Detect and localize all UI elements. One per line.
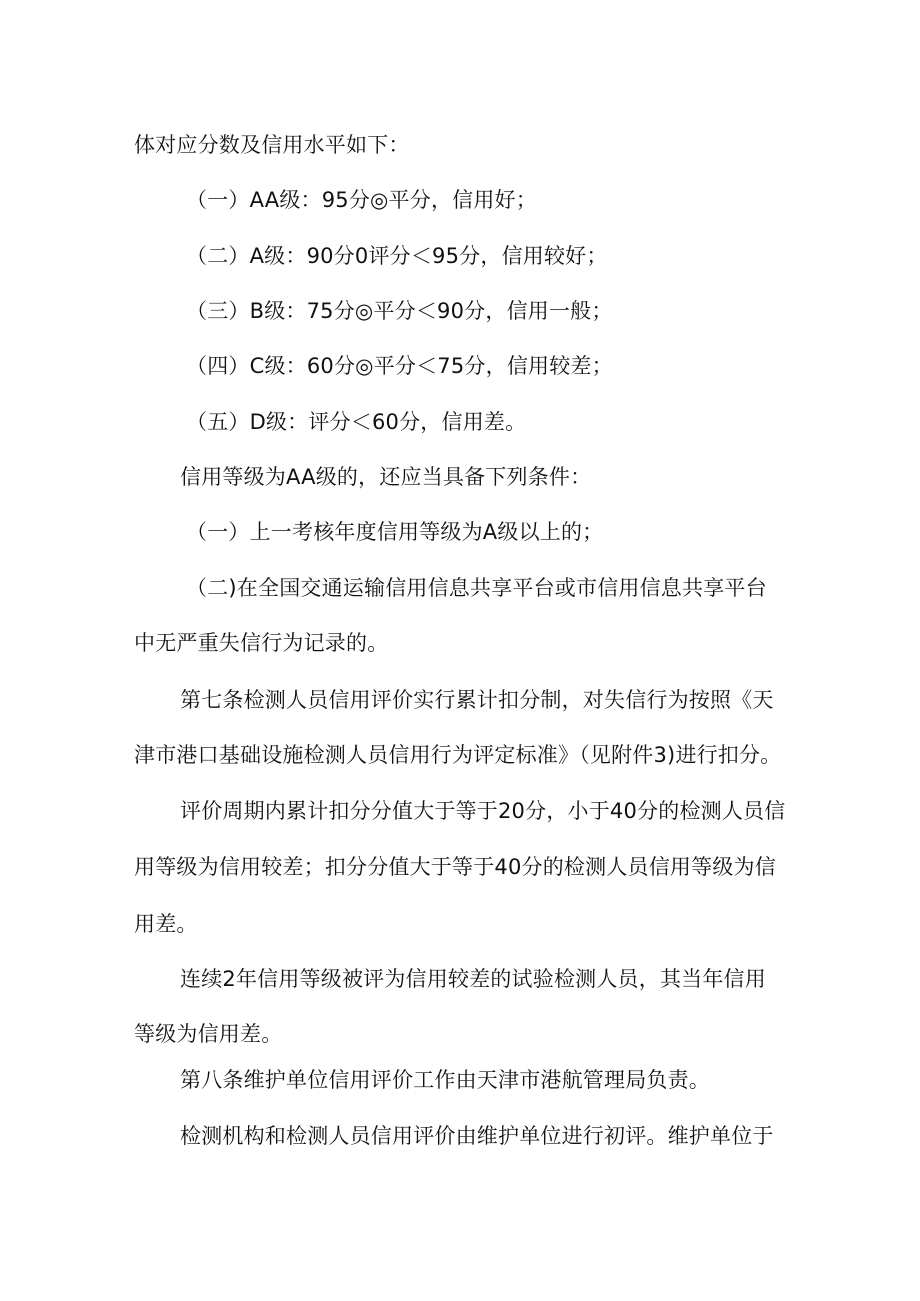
text-line: （三）B级：75分◎平分＜90分，信用一般； bbox=[186, 299, 613, 323]
text-line: 评价周期内累计扣分分值大于等于20分，小于40分的检测人员信 bbox=[180, 799, 786, 823]
text-line: 津市港口基础设施检测人员信用行为评定标准》（见附件3)进行扣分。 bbox=[134, 743, 782, 767]
text-line: 用差。 bbox=[134, 912, 198, 936]
text-line: 连续2年信用等级被评为信用较差的试验检测人员，其当年信用 bbox=[180, 967, 766, 991]
text-line: （二)在全国交通运输信用信息共享平台或市信用信息共享平台 bbox=[186, 576, 767, 600]
text-line: （五）D级：评分＜60分，信用差。 bbox=[186, 410, 527, 434]
text-line: 中无严重失信行为记录的。 bbox=[134, 631, 389, 655]
text-line: （一）AA级：95分◎平分，信用好； bbox=[186, 188, 537, 212]
text-line: 体对应分数及信用水平如下： bbox=[134, 133, 410, 157]
text-line: （四）C级：60分◎平分＜75分，信用较差； bbox=[186, 354, 613, 378]
text-line: （一）上一考核年度信用等级为A级以上的； bbox=[186, 520, 604, 544]
text-line: （二）A级：90分0评分＜95分，信用较好； bbox=[186, 244, 608, 268]
text-line: 用等级为信用较差；扣分分值大于等于40分的检测人员信用等级为信 bbox=[134, 855, 776, 879]
text-line: 等级为信用差。 bbox=[134, 1022, 283, 1046]
text-line: 第八条维护单位信用评价工作由天津市港航管理局负责。 bbox=[180, 1068, 710, 1092]
text-line: 信用等级为AA级的，还应当具备下列条件： bbox=[180, 465, 592, 489]
text-line: 第七条检测人员信用评价实行累计扣分制，对失信行为按照《天 bbox=[180, 688, 774, 712]
text-line: 检测机构和检测人员信用评价由维护单位进行初评。维护单位于 bbox=[180, 1124, 774, 1148]
